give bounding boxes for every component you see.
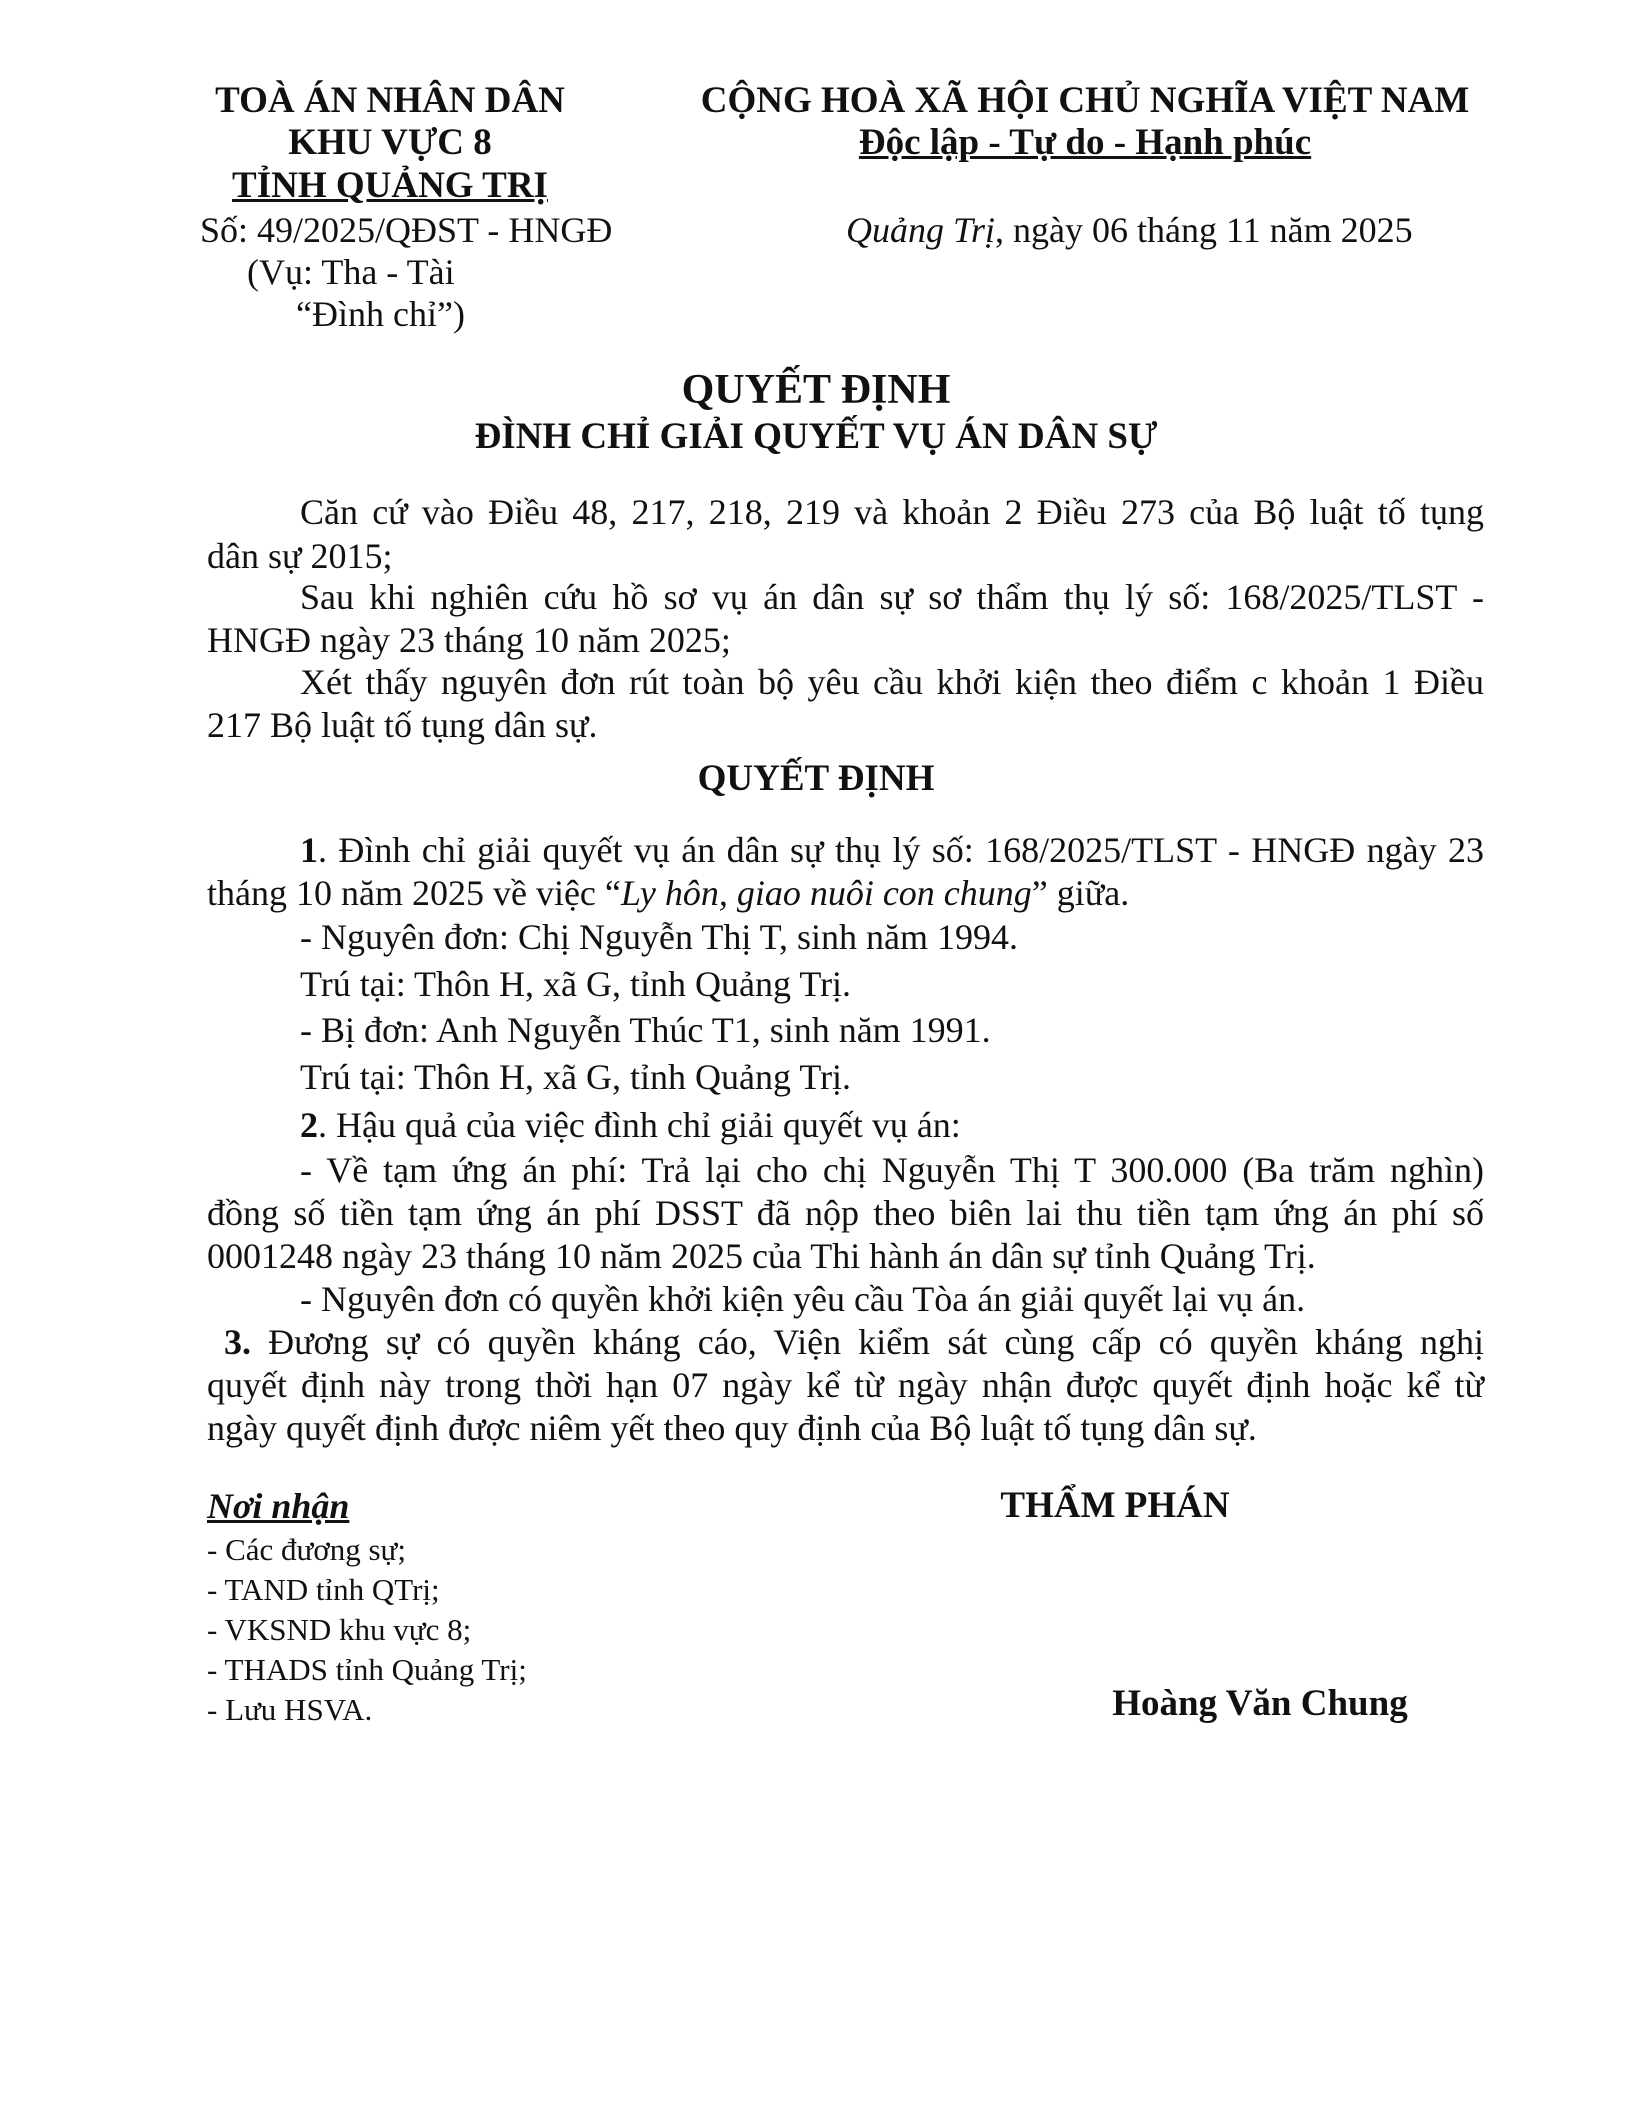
basis-p3-line1: Xét thấy nguyên đơn rút toàn bộ yêu cầu khởi kiện theo điểm c khoản 1 Điều xyxy=(300,662,1484,702)
recipient-item: - Các đương sự; xyxy=(207,1532,406,1567)
item3-line3: ngày quyết định được niêm yết theo quy định của Bộ luật tố tụng dân sự. xyxy=(207,1408,1257,1448)
item2-number: 2 xyxy=(300,1105,318,1145)
date-line xyxy=(846,208,1413,252)
defendant: - Bị đơn: Anh Nguyễn Thúc T1, sinh năm 1991. xyxy=(300,1010,991,1050)
decision-heading: QUYẾT ĐỊNH xyxy=(697,758,935,799)
court-name-line1: TOÀ ÁN NHÂN DÂN xyxy=(215,80,565,121)
item1-line2: tháng 10 năm 2025 về việc “Ly hôn, giao nuôi con chung” giữa. xyxy=(207,873,1130,913)
defendant-address: Trú tại: Thôn H, xã G, tỉnh Quảng Trị. xyxy=(300,1057,852,1097)
recipient-item: - Lưu HSVA. xyxy=(207,1692,373,1727)
basis-p2-line2: HNGĐ ngày 23 tháng 10 năm 2025; xyxy=(207,620,731,660)
case-subject: Ly hôn, giao nuôi con chung xyxy=(620,873,1032,913)
court-name-line3 xyxy=(200,165,580,207)
court-name-line3-text: TỈNH QUẢNG TRỊ xyxy=(232,165,548,206)
resue-right: - Nguyên đơn có quyền khởi kiện yêu cầu Tòa án giải quyết lại vụ án. xyxy=(300,1279,1306,1319)
plaintiff: - Nguyên đơn: Chị Nguyễn Thị T, sinh năm 1994. xyxy=(300,917,1018,957)
recipient-item: - THADS tỉnh Quảng Trị; xyxy=(207,1652,527,1687)
recipients-heading: Nơi nhận xyxy=(207,1486,350,1526)
basis-p2-line1: Sau khi nghiên cứu hồ sơ vụ án dân sự sơ thẩm thụ lý số: 168/2025/TLST - xyxy=(300,577,1484,617)
document-subtitle: ĐÌNH CHỈ GIẢI QUYẾT VỤ ÁN DÂN SỰ xyxy=(474,416,1158,457)
signer-role: THẨM PHÁN xyxy=(1000,1485,1230,1526)
national-motto xyxy=(640,122,1530,164)
basis-p1-line1: Căn cứ vào Điều 48, 217, 218, 219 và khoản 2 Điều 273 của Bộ luật tố tụng xyxy=(300,492,1484,532)
item3-line2: quyết định này trong thời hạn 07 ngày kể từ ngày nhận được quyết định hoặc kể từ xyxy=(207,1365,1484,1405)
item3-line1: 3. Đương sự có quyền kháng cáo, Viện kiểm sát cùng cấp có quyền kháng nghị xyxy=(224,1322,1484,1362)
decision-number: Số: 49/2025/QĐST - HNGĐ xyxy=(200,210,613,250)
fee-line1: - Về tạm ứng án phí: Trả lại cho chị Nguyễn Thị T 300.000 (Ba trăm nghìn) xyxy=(300,1150,1484,1190)
item3-number: 3. xyxy=(224,1322,251,1362)
basis-p1-line2: dân sự 2015; xyxy=(207,536,393,576)
recipient-item: - VKSND khu vực 8; xyxy=(207,1612,472,1647)
fee-line3: 0001248 ngày 23 tháng 10 năm 2025 của Thi hành án dân sự tỉnh Quảng Trị. xyxy=(207,1236,1316,1276)
item2-heading: 2. Hậu quả của việc đình chỉ giải quyết vụ án: xyxy=(300,1105,961,1145)
country-name: CỘNG HOÀ XÃ HỘI CHỦ NGHĨA VIỆT NAM xyxy=(700,80,1470,121)
basis-p3-line2: 217 Bộ luật tố tụng dân sự. xyxy=(207,705,598,745)
case-name: (Vụ: Tha - Tài xyxy=(247,252,455,292)
date-place: Quảng Trị xyxy=(846,210,996,250)
document-title: QUYẾT ĐỊNH xyxy=(681,367,951,413)
date-text: , ngày 06 tháng 11 năm 2025 xyxy=(995,210,1413,250)
court-name-line2: KHU VỰC 8 xyxy=(288,122,492,163)
national-motto-text: Độc lập - Tự do - Hạnh phúc xyxy=(858,122,1312,163)
recipient-item: - TAND tỉnh QTrị; xyxy=(207,1572,440,1607)
case-type: “Đình chỉ”) xyxy=(296,294,465,334)
item1-number: 1 xyxy=(300,830,318,870)
signer-name: Hoàng Văn Chung xyxy=(1112,1683,1408,1724)
plaintiff-address: Trú tại: Thôn H, xã G, tỉnh Quảng Trị. xyxy=(300,964,852,1004)
fee-line2: đồng số tiền tạm ứng án phí DSST đã nộp theo biên lai thu tiền tạm ứng án phí số xyxy=(207,1193,1484,1233)
item1-line1: 1. Đình chỉ giải quyết vụ án dân sự thụ lý số: 168/2025/TLST - HNGĐ ngày 23 xyxy=(300,830,1484,870)
